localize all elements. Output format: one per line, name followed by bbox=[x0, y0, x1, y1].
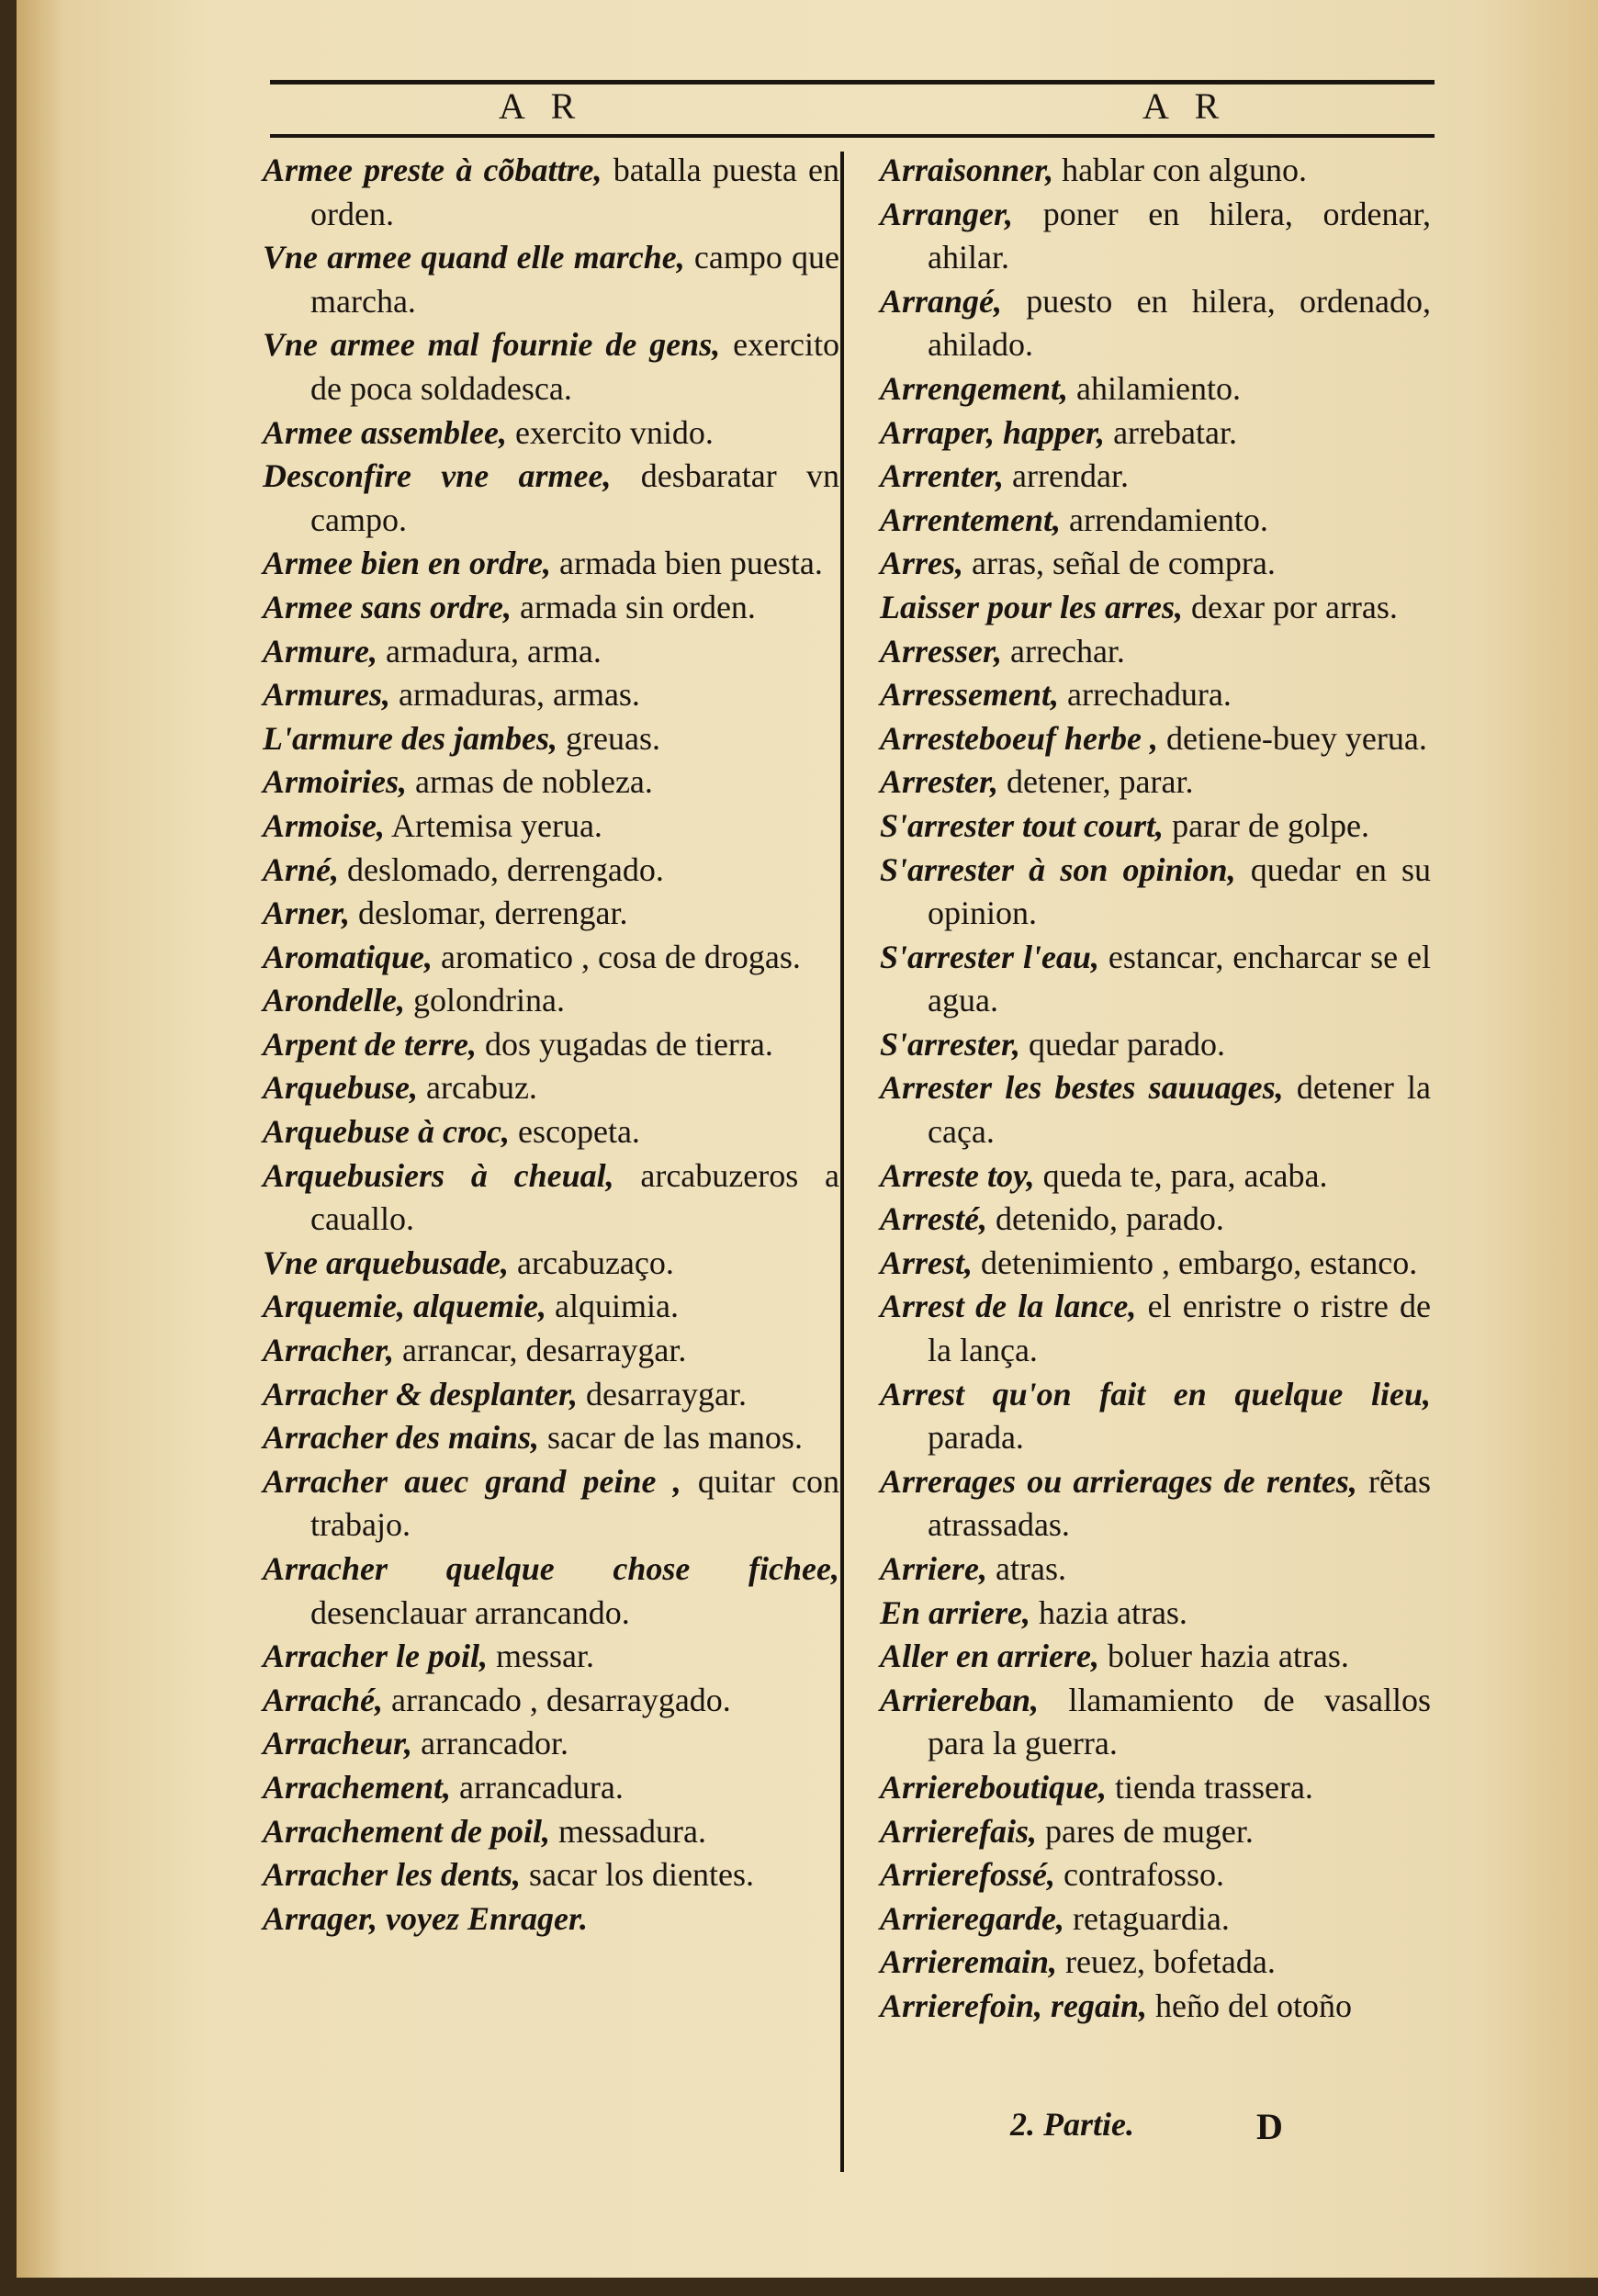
dictionary-entry bbox=[263, 1897, 839, 1941]
entry-translation: arcabuzaço. bbox=[509, 1244, 674, 1281]
dictionary-entry bbox=[263, 1635, 839, 1679]
dictionary-entry bbox=[263, 1853, 839, 1897]
entry-headword: Arres, bbox=[880, 545, 964, 582]
entry-headword: Aromatique, bbox=[263, 938, 433, 975]
entry-headword: Arrieremain, bbox=[880, 1943, 1058, 1981]
entry-translation: arrechadura. bbox=[1059, 676, 1232, 714]
dictionary-entry bbox=[263, 149, 839, 236]
entry-headword: Arrester les bestes sauuages, bbox=[880, 1069, 1284, 1107]
entry-translation: desarraygar. bbox=[578, 1375, 747, 1412]
entry-headword: S'arrester, bbox=[880, 1025, 1021, 1063]
entry-headword: Aller en arriere, bbox=[880, 1638, 1099, 1675]
entry-translation: Artemisa yerua. bbox=[385, 806, 602, 844]
dictionary-entry bbox=[880, 1066, 1431, 1154]
dictionary-entry bbox=[880, 499, 1431, 543]
entry-translation: arrancador. bbox=[412, 1725, 568, 1762]
entry-translation: detiene-buey yerua. bbox=[1157, 719, 1427, 757]
entry-headword: Arreste toy, bbox=[880, 1156, 1035, 1194]
entry-translation: greuas. bbox=[557, 719, 660, 757]
dictionary-entry bbox=[880, 586, 1431, 630]
right-column bbox=[880, 149, 1431, 2029]
dictionary-entry bbox=[880, 936, 1431, 1023]
dictionary-entry bbox=[263, 236, 839, 323]
entry-headword: Vne armee quand elle marche, bbox=[263, 239, 685, 276]
column-divider bbox=[840, 152, 844, 2172]
entry-headword: Laisser pour les arres, bbox=[880, 588, 1184, 625]
entry-headword: Armures, bbox=[263, 676, 391, 714]
entry-headword: Arrachement, bbox=[263, 1768, 452, 1806]
dictionary-entry bbox=[880, 717, 1431, 761]
entry-headword: Armoise, bbox=[263, 806, 386, 844]
entry-translation: arrancadura. bbox=[451, 1768, 624, 1806]
entry-headword: Arpent de terre, bbox=[263, 1025, 477, 1063]
dictionary-entry bbox=[263, 323, 839, 411]
entry-translation: sacar los dientes. bbox=[521, 1856, 754, 1894]
entry-headword: Armee assemblee, bbox=[263, 413, 507, 451]
entry-translation: armas de nobleza. bbox=[407, 763, 653, 801]
entry-headword: Arranger, bbox=[880, 195, 1014, 232]
entry-translation: queda te, para, acaba. bbox=[1034, 1156, 1328, 1194]
entry-headword: Arracher les dents, bbox=[263, 1856, 522, 1894]
dictionary-entry bbox=[880, 1810, 1431, 1854]
entry-translation: arcabuz. bbox=[418, 1069, 537, 1107]
entry-headword: Arrachement de poil, bbox=[263, 1812, 550, 1850]
entry-headword: Arrest de la lance, bbox=[880, 1288, 1137, 1325]
dictionary-entry bbox=[263, 849, 839, 893]
entry-translation: exercito de poca soldadesca. bbox=[310, 326, 839, 407]
entry-translation: armada sin orden. bbox=[512, 588, 756, 625]
entry-translation: armaduras, armas. bbox=[390, 676, 640, 714]
dictionary-entry bbox=[880, 1285, 1431, 1372]
entry-headword: Arrenter, bbox=[880, 457, 1005, 495]
signature-mark: D bbox=[1256, 2106, 1283, 2147]
entry-translation: quitar con trabajo. bbox=[310, 1462, 839, 1544]
entry-translation: desbaratar vn campo. bbox=[310, 457, 839, 538]
dictionary-entry bbox=[263, 1416, 839, 1460]
dictionary-entry bbox=[880, 630, 1431, 674]
entry-headword: Arrieregarde, bbox=[880, 1899, 1064, 1937]
dictionary-entry bbox=[263, 1679, 839, 1723]
entry-headword: Arrangé, bbox=[880, 282, 1003, 320]
entry-headword: Armee bien en ordre, bbox=[263, 545, 551, 582]
dictionary-entry bbox=[263, 1285, 839, 1329]
entry-translation: arrechar. bbox=[1002, 632, 1125, 670]
entry-headword: Arriere, bbox=[880, 1550, 987, 1587]
dictionary-entry bbox=[880, 1679, 1431, 1766]
entry-translation: detener, parar. bbox=[998, 763, 1194, 801]
entry-translation: puesto en hilera, ordenado, ahilado. bbox=[928, 282, 1431, 364]
entry-headword: Arracher auec grand peine , bbox=[263, 1462, 681, 1500]
dictionary-entry bbox=[880, 1023, 1431, 1067]
entry-translation: deslomar, derrengar. bbox=[350, 895, 628, 932]
entry-headword: S'arrester tout court, bbox=[880, 806, 1165, 844]
entry-headword: Arracheur, bbox=[263, 1725, 413, 1762]
dictionary-entry bbox=[263, 1548, 839, 1635]
entry-headword: S'arrester l'eau, bbox=[880, 938, 1099, 975]
dictionary-entry bbox=[880, 673, 1431, 717]
entry-translation: el enristre o ristre de la lança. bbox=[928, 1288, 1432, 1369]
entry-headword: Desconfire vne armee, bbox=[263, 457, 612, 495]
entry-headword: Vne arquebusade, bbox=[263, 1244, 510, 1281]
entry-headword: Arquemie, alquemie, bbox=[263, 1288, 546, 1325]
dictionary-entry bbox=[880, 1635, 1431, 1679]
entry-translation: exercito vnido. bbox=[506, 413, 714, 451]
dictionary-entry bbox=[880, 1460, 1431, 1548]
dictionary-entry bbox=[880, 1198, 1431, 1242]
entry-translation: aromatico , cosa de drogas. bbox=[433, 938, 801, 975]
dictionary-entry bbox=[880, 760, 1431, 805]
part-label: 2. Partie. bbox=[1010, 2106, 1134, 2143]
dictionary-entry bbox=[880, 280, 1431, 367]
entry-headword: Arracher & desplanter, bbox=[263, 1375, 579, 1412]
entry-translation: quedar parado. bbox=[1020, 1025, 1225, 1063]
entry-translation: batalla puesta en orden. bbox=[310, 152, 839, 232]
entry-translation: hazia atras. bbox=[1030, 1593, 1187, 1631]
dictionary-entry bbox=[880, 849, 1431, 936]
dictionary-entry bbox=[263, 1154, 839, 1242]
dictionary-entry bbox=[263, 805, 839, 849]
entry-translation: detenimiento , embargo, estanco. bbox=[973, 1244, 1418, 1281]
entry-headword: Armure, bbox=[263, 632, 378, 670]
running-head-left: A R bbox=[499, 85, 585, 127]
dictionary-entry bbox=[263, 979, 839, 1023]
entry-translation: arrebatar. bbox=[1105, 413, 1237, 451]
entry-translation: arcabuzeros a cauallo. bbox=[310, 1156, 839, 1238]
entry-translation: parar de golpe. bbox=[1164, 806, 1369, 844]
dictionary-entry bbox=[880, 1548, 1431, 1592]
top-rule bbox=[270, 80, 1435, 84]
entry-headword: Arresté, bbox=[880, 1200, 987, 1238]
entry-translation: arrendar. bbox=[1004, 457, 1129, 495]
entry-translation: armada bien puesta. bbox=[550, 545, 823, 582]
entry-translation: arras, señal de compra. bbox=[963, 545, 1276, 582]
entry-translation: parada. bbox=[928, 1419, 1024, 1457]
entry-headword: Arraché, bbox=[263, 1681, 384, 1718]
entry-translation: deslomado, derrengado. bbox=[339, 850, 664, 888]
dictionary-entry bbox=[263, 673, 839, 717]
dictionary-entry bbox=[263, 760, 839, 805]
entry-headword: Armoiries, bbox=[263, 763, 408, 801]
entry-translation: rẽtas atrassadas. bbox=[928, 1462, 1431, 1544]
entry-translation: detenido, parado. bbox=[987, 1200, 1224, 1238]
entry-translation: campo que marcha. bbox=[310, 239, 839, 320]
entry-headword: Arondelle, bbox=[263, 982, 406, 1019]
dictionary-entry bbox=[880, 1941, 1431, 1985]
dictionary-entry bbox=[263, 542, 839, 586]
dictionary-entry bbox=[880, 411, 1431, 456]
dictionary-entry bbox=[263, 717, 839, 761]
entry-translation: messadura. bbox=[550, 1812, 706, 1850]
entry-headword: Arner, bbox=[263, 895, 351, 932]
entry-translation: poner en hilera, ordenar, ahilar. bbox=[928, 195, 1431, 276]
header-rule bbox=[270, 134, 1435, 138]
entry-headword: Arrester, bbox=[880, 763, 999, 801]
entry-headword: Arracher le poil, bbox=[263, 1638, 489, 1675]
dictionary-entry bbox=[880, 193, 1431, 280]
dictionary-entry bbox=[263, 1110, 839, 1154]
entry-translation: armadura, arma. bbox=[377, 632, 602, 670]
dictionary-entry bbox=[880, 1766, 1431, 1810]
entry-translation: heño del otoño bbox=[1147, 1986, 1352, 2024]
entry-headword: Arraisonner, bbox=[880, 152, 1054, 188]
entry-headword: Arrager, voyez Enrager. bbox=[263, 1899, 589, 1937]
entry-translation: arrendamiento. bbox=[1061, 501, 1268, 538]
entry-headword: Arresteboeuf herbe , bbox=[880, 719, 1158, 757]
dictionary-entry bbox=[880, 1853, 1431, 1897]
entry-translation: escopeta. bbox=[510, 1113, 640, 1151]
dictionary-entry bbox=[263, 1242, 839, 1286]
entry-headword: Arrerages ou arrierages de rentes, bbox=[880, 1462, 1357, 1500]
entry-headword: Armee preste à cõbattre, bbox=[263, 152, 602, 188]
dictionary-entry bbox=[880, 542, 1431, 586]
dictionary-entry bbox=[880, 1592, 1431, 1636]
dictionary-entry bbox=[880, 455, 1431, 499]
entry-headword: Arrierefais, bbox=[880, 1812, 1037, 1850]
entry-headword: Arrest, bbox=[880, 1244, 973, 1281]
entry-translation: ahilamiento. bbox=[1068, 369, 1241, 407]
dictionary-entry bbox=[263, 1023, 839, 1067]
dictionary-entry bbox=[263, 1766, 839, 1810]
entry-translation: alquimia. bbox=[546, 1288, 679, 1325]
dictionary-entry bbox=[880, 367, 1431, 411]
entry-translation: llamamiento de vasallos para la guerra. bbox=[928, 1681, 1431, 1762]
entry-translation: boluer hazia atras. bbox=[1099, 1638, 1349, 1675]
entry-headword: Vne armee mal fournie de gens, bbox=[263, 326, 721, 364]
entry-translation: detener la caça. bbox=[928, 1069, 1432, 1151]
entry-translation: desenclauar arrancando. bbox=[310, 1593, 630, 1631]
entry-translation: hablar con alguno. bbox=[1053, 152, 1307, 188]
entry-translation: reuez, bofetada. bbox=[1057, 1943, 1276, 1981]
dictionary-entry bbox=[263, 455, 839, 542]
entry-headword: En arriere, bbox=[880, 1593, 1031, 1631]
entry-headword: Arriereboutique, bbox=[880, 1768, 1108, 1806]
entry-translation: sacar de las manos. bbox=[539, 1419, 803, 1457]
dictionary-entry bbox=[880, 1242, 1431, 1286]
dictionary-entry bbox=[263, 1329, 839, 1373]
dictionary-entry bbox=[263, 892, 839, 936]
entry-headword: Arracher des mains, bbox=[263, 1419, 540, 1457]
entry-translation: quedar en su opinion. bbox=[928, 850, 1431, 932]
entry-headword: Arresser, bbox=[880, 632, 1003, 670]
entry-headword: Arriereban, bbox=[880, 1681, 1040, 1718]
dictionary-page bbox=[17, 0, 1598, 2278]
entry-translation: estancar, encharcar se el agua. bbox=[928, 938, 1432, 1019]
entry-headword: Arrierefoin, regain, bbox=[880, 1986, 1148, 2024]
entry-headword: Arquebuse, bbox=[263, 1069, 419, 1107]
entry-headword: S'arrester à son opinion, bbox=[880, 850, 1236, 888]
entry-headword: Arquebusiers à cheual, bbox=[263, 1156, 614, 1194]
dictionary-entry bbox=[880, 1897, 1431, 1941]
entry-headword: Arné, bbox=[263, 850, 340, 888]
dictionary-entry bbox=[263, 586, 839, 630]
entry-headword: Arrengement, bbox=[880, 369, 1069, 407]
entry-translation: contrafosso. bbox=[1055, 1856, 1224, 1894]
entry-headword: Armee sans ordre, bbox=[263, 588, 512, 625]
dictionary-entry bbox=[263, 1460, 839, 1548]
entry-translation: messar. bbox=[488, 1638, 594, 1675]
dictionary-entry bbox=[880, 1985, 1431, 2029]
dictionary-entry bbox=[263, 630, 839, 674]
dictionary-entry bbox=[263, 1373, 839, 1417]
entry-translation: golondrina. bbox=[405, 982, 565, 1019]
entry-headword: Arracher, bbox=[263, 1332, 395, 1369]
entry-headword: Arressement, bbox=[880, 676, 1060, 714]
entry-translation: dos yugadas de tierra. bbox=[476, 1025, 773, 1063]
entry-translation: arrancar, desarraygar. bbox=[394, 1332, 687, 1369]
entry-translation: dexar por arras. bbox=[1183, 588, 1398, 625]
entry-headword: Arquebuse à croc, bbox=[263, 1113, 510, 1151]
dictionary-entry bbox=[263, 1722, 839, 1766]
entry-translation: tienda trassera. bbox=[1107, 1768, 1313, 1806]
entry-headword: Arrest qu'on fait en quelque lieu, bbox=[880, 1375, 1431, 1412]
entry-translation: retaguardia. bbox=[1064, 1899, 1230, 1937]
dictionary-entry bbox=[263, 411, 839, 456]
entry-headword: L'armure des jambes, bbox=[263, 719, 557, 757]
entry-translation: arrancado , desarraygado. bbox=[383, 1681, 731, 1718]
entry-headword: Arraper, happer, bbox=[880, 413, 1106, 451]
entry-headword: Arrentement, bbox=[880, 501, 1062, 538]
dictionary-entry bbox=[263, 1810, 839, 1854]
running-head-right: A R bbox=[1142, 85, 1229, 127]
entry-translation: atras. bbox=[987, 1550, 1066, 1587]
dictionary-entry bbox=[263, 1066, 839, 1110]
entry-headword: Arrierefossé, bbox=[880, 1856, 1055, 1894]
entry-headword: Arracher quelque chose fichee, bbox=[263, 1550, 839, 1587]
left-column bbox=[263, 149, 839, 1941]
entry-translation: pares de muger. bbox=[1037, 1812, 1254, 1850]
dictionary-entry bbox=[880, 1373, 1431, 1460]
dictionary-entry bbox=[880, 149, 1431, 193]
dictionary-entry bbox=[880, 805, 1431, 849]
dictionary-entry bbox=[880, 1154, 1431, 1199]
dictionary-entry bbox=[263, 936, 839, 980]
